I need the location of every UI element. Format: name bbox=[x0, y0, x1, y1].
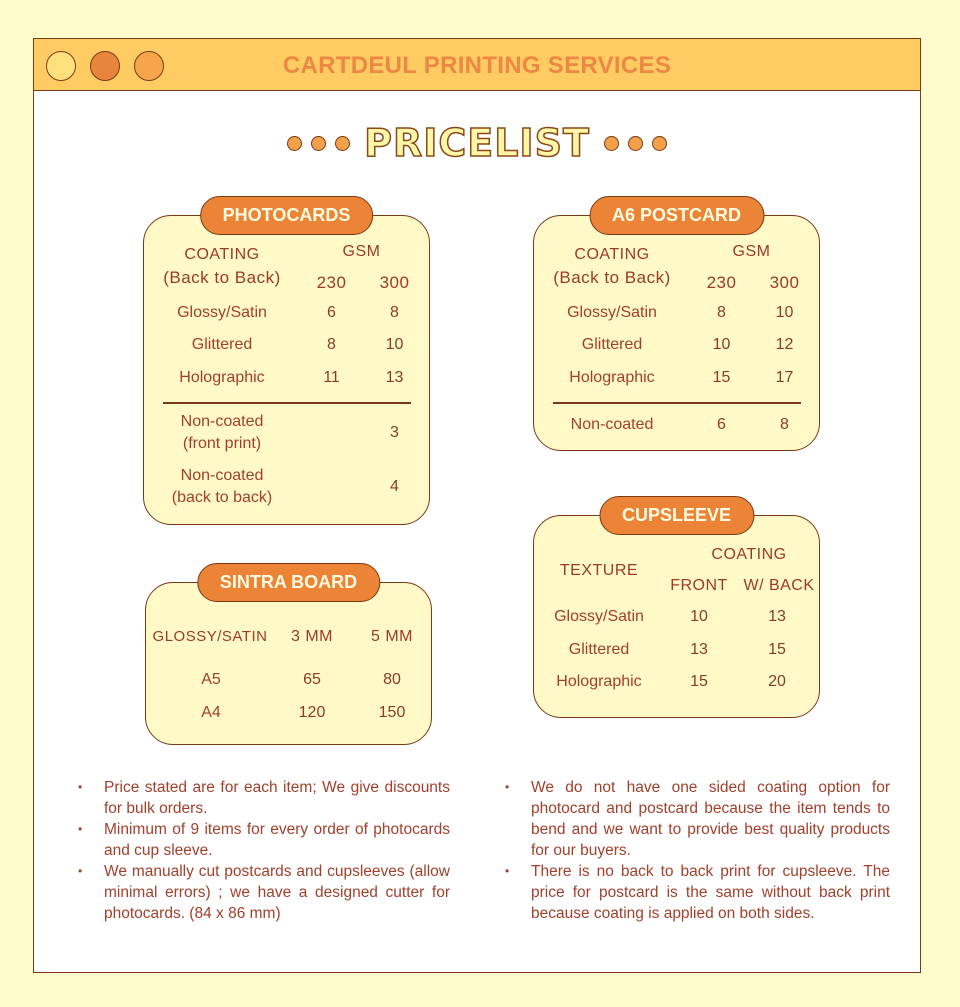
postcard-card bbox=[533, 205, 820, 451]
price-cell: 13 bbox=[768, 608, 786, 625]
price-cell: 17 bbox=[775, 369, 794, 386]
price-cell: 80 bbox=[383, 671, 401, 688]
row-label: A5 bbox=[201, 671, 221, 688]
row-label: Non-coated bbox=[180, 413, 264, 430]
note-item: • Minimum of 9 items for every order of photocards and cup sleeve. bbox=[104, 819, 450, 861]
price-cell: 6 bbox=[717, 416, 726, 433]
price-cell: 10 bbox=[775, 304, 794, 321]
row-label: (front print) bbox=[182, 435, 262, 452]
col-front: FRONT bbox=[670, 577, 728, 594]
col-5mm: 5 MM bbox=[371, 628, 413, 645]
postcard-title: A6 POSTCARD bbox=[589, 196, 764, 235]
page-title: PRICELIST bbox=[364, 121, 590, 165]
sintra-board-card bbox=[145, 572, 432, 745]
row-label: Glossy/Satin bbox=[567, 304, 657, 321]
row-label: Non-coated bbox=[570, 416, 654, 433]
cupsleeve-title: CUPSLEEVE bbox=[599, 496, 754, 535]
row-label: Glossy/Satin bbox=[554, 608, 644, 625]
decor-dots-right-icon bbox=[604, 136, 667, 151]
price-cell: 12 bbox=[775, 336, 794, 353]
note-item: • We do not have one sided coating option for photocard and postcard because the item tends to bend and we want to provide best quality products for our buyers. bbox=[531, 777, 890, 861]
col-230: 230 bbox=[706, 273, 737, 292]
col-300: 300 bbox=[379, 273, 410, 292]
price-cell: 8 bbox=[780, 416, 789, 433]
row-label: Glittered bbox=[581, 336, 643, 353]
app-window bbox=[33, 38, 921, 973]
texture-header: TEXTURE bbox=[559, 562, 639, 579]
page-heading bbox=[34, 121, 920, 165]
decor-dots-left-icon bbox=[287, 136, 350, 151]
glossy-satin-header: GLOSSY/SATIN bbox=[152, 628, 268, 645]
price-cell: 8 bbox=[717, 304, 726, 321]
coating-sub-header: (Back to Back) bbox=[163, 268, 281, 287]
price-cell: 15 bbox=[690, 673, 708, 690]
price-cell: 8 bbox=[327, 336, 336, 353]
coating-header: COATING bbox=[574, 246, 650, 263]
price-cell: 15 bbox=[768, 641, 786, 658]
divider bbox=[163, 402, 411, 404]
col-3mm: 3 MM bbox=[291, 628, 333, 645]
price-cell: 13 bbox=[690, 641, 708, 658]
price-cell: 11 bbox=[323, 369, 340, 386]
note-item: • We manually cut postcards and cupsleeves (allow minimal errors) ; we have a designed cutter for photocards. (84 x 86 mm) bbox=[104, 861, 450, 924]
price-cell: 3 bbox=[390, 424, 399, 441]
row-label: Glittered bbox=[568, 641, 630, 658]
price-cell: 15 bbox=[712, 369, 731, 386]
photocards-card bbox=[143, 205, 430, 525]
price-cell: 150 bbox=[378, 704, 406, 721]
price-cell: 10 bbox=[385, 336, 404, 353]
cupsleeve-card bbox=[533, 505, 820, 718]
price-cell: 13 bbox=[385, 369, 404, 386]
coating-header: COATING bbox=[184, 246, 260, 263]
price-cell: 10 bbox=[690, 608, 708, 625]
coating-sub-header: (Back to Back) bbox=[553, 268, 671, 287]
note-item: • There is no back to back print for cupsleeve. The price for postcard is the same without back print because coating is applied on both sides. bbox=[531, 861, 890, 924]
gsm-header: GSM bbox=[342, 243, 381, 260]
notes-left bbox=[78, 777, 450, 924]
row-label: Holographic bbox=[569, 369, 655, 386]
price-cell: 120 bbox=[298, 704, 326, 721]
title-bar bbox=[34, 39, 920, 91]
row-label: A4 bbox=[201, 704, 221, 721]
row-label: Holographic bbox=[556, 673, 642, 690]
row-label: Glittered bbox=[191, 336, 253, 353]
price-cell: 65 bbox=[303, 671, 321, 688]
price-cell: 6 bbox=[327, 304, 336, 321]
app-title: CARTDEUL PRINTING SERVICES bbox=[282, 52, 672, 79]
col-300: 300 bbox=[769, 273, 800, 292]
coating-header: COATING bbox=[711, 546, 787, 563]
gsm-header: GSM bbox=[732, 243, 771, 260]
price-cell: 8 bbox=[390, 304, 399, 321]
price-cell: 20 bbox=[768, 673, 786, 690]
price-cell: 10 bbox=[712, 336, 731, 353]
row-label: Holographic bbox=[179, 369, 265, 386]
sintra-board-title: SINTRA BOARD bbox=[197, 563, 380, 602]
col-with-back: W/ BACK bbox=[743, 577, 815, 594]
row-label: Glossy/Satin bbox=[177, 304, 267, 321]
row-label: (back to back) bbox=[171, 489, 273, 506]
photocards-title: PHOTOCARDS bbox=[200, 196, 374, 235]
note-item: • Price stated are for each item; We give discounts for bulk orders. bbox=[104, 777, 450, 819]
row-label: Non-coated bbox=[180, 467, 264, 484]
divider bbox=[553, 402, 801, 404]
price-cell: 4 bbox=[390, 478, 399, 495]
notes-right bbox=[505, 777, 890, 924]
col-230: 230 bbox=[316, 273, 347, 292]
